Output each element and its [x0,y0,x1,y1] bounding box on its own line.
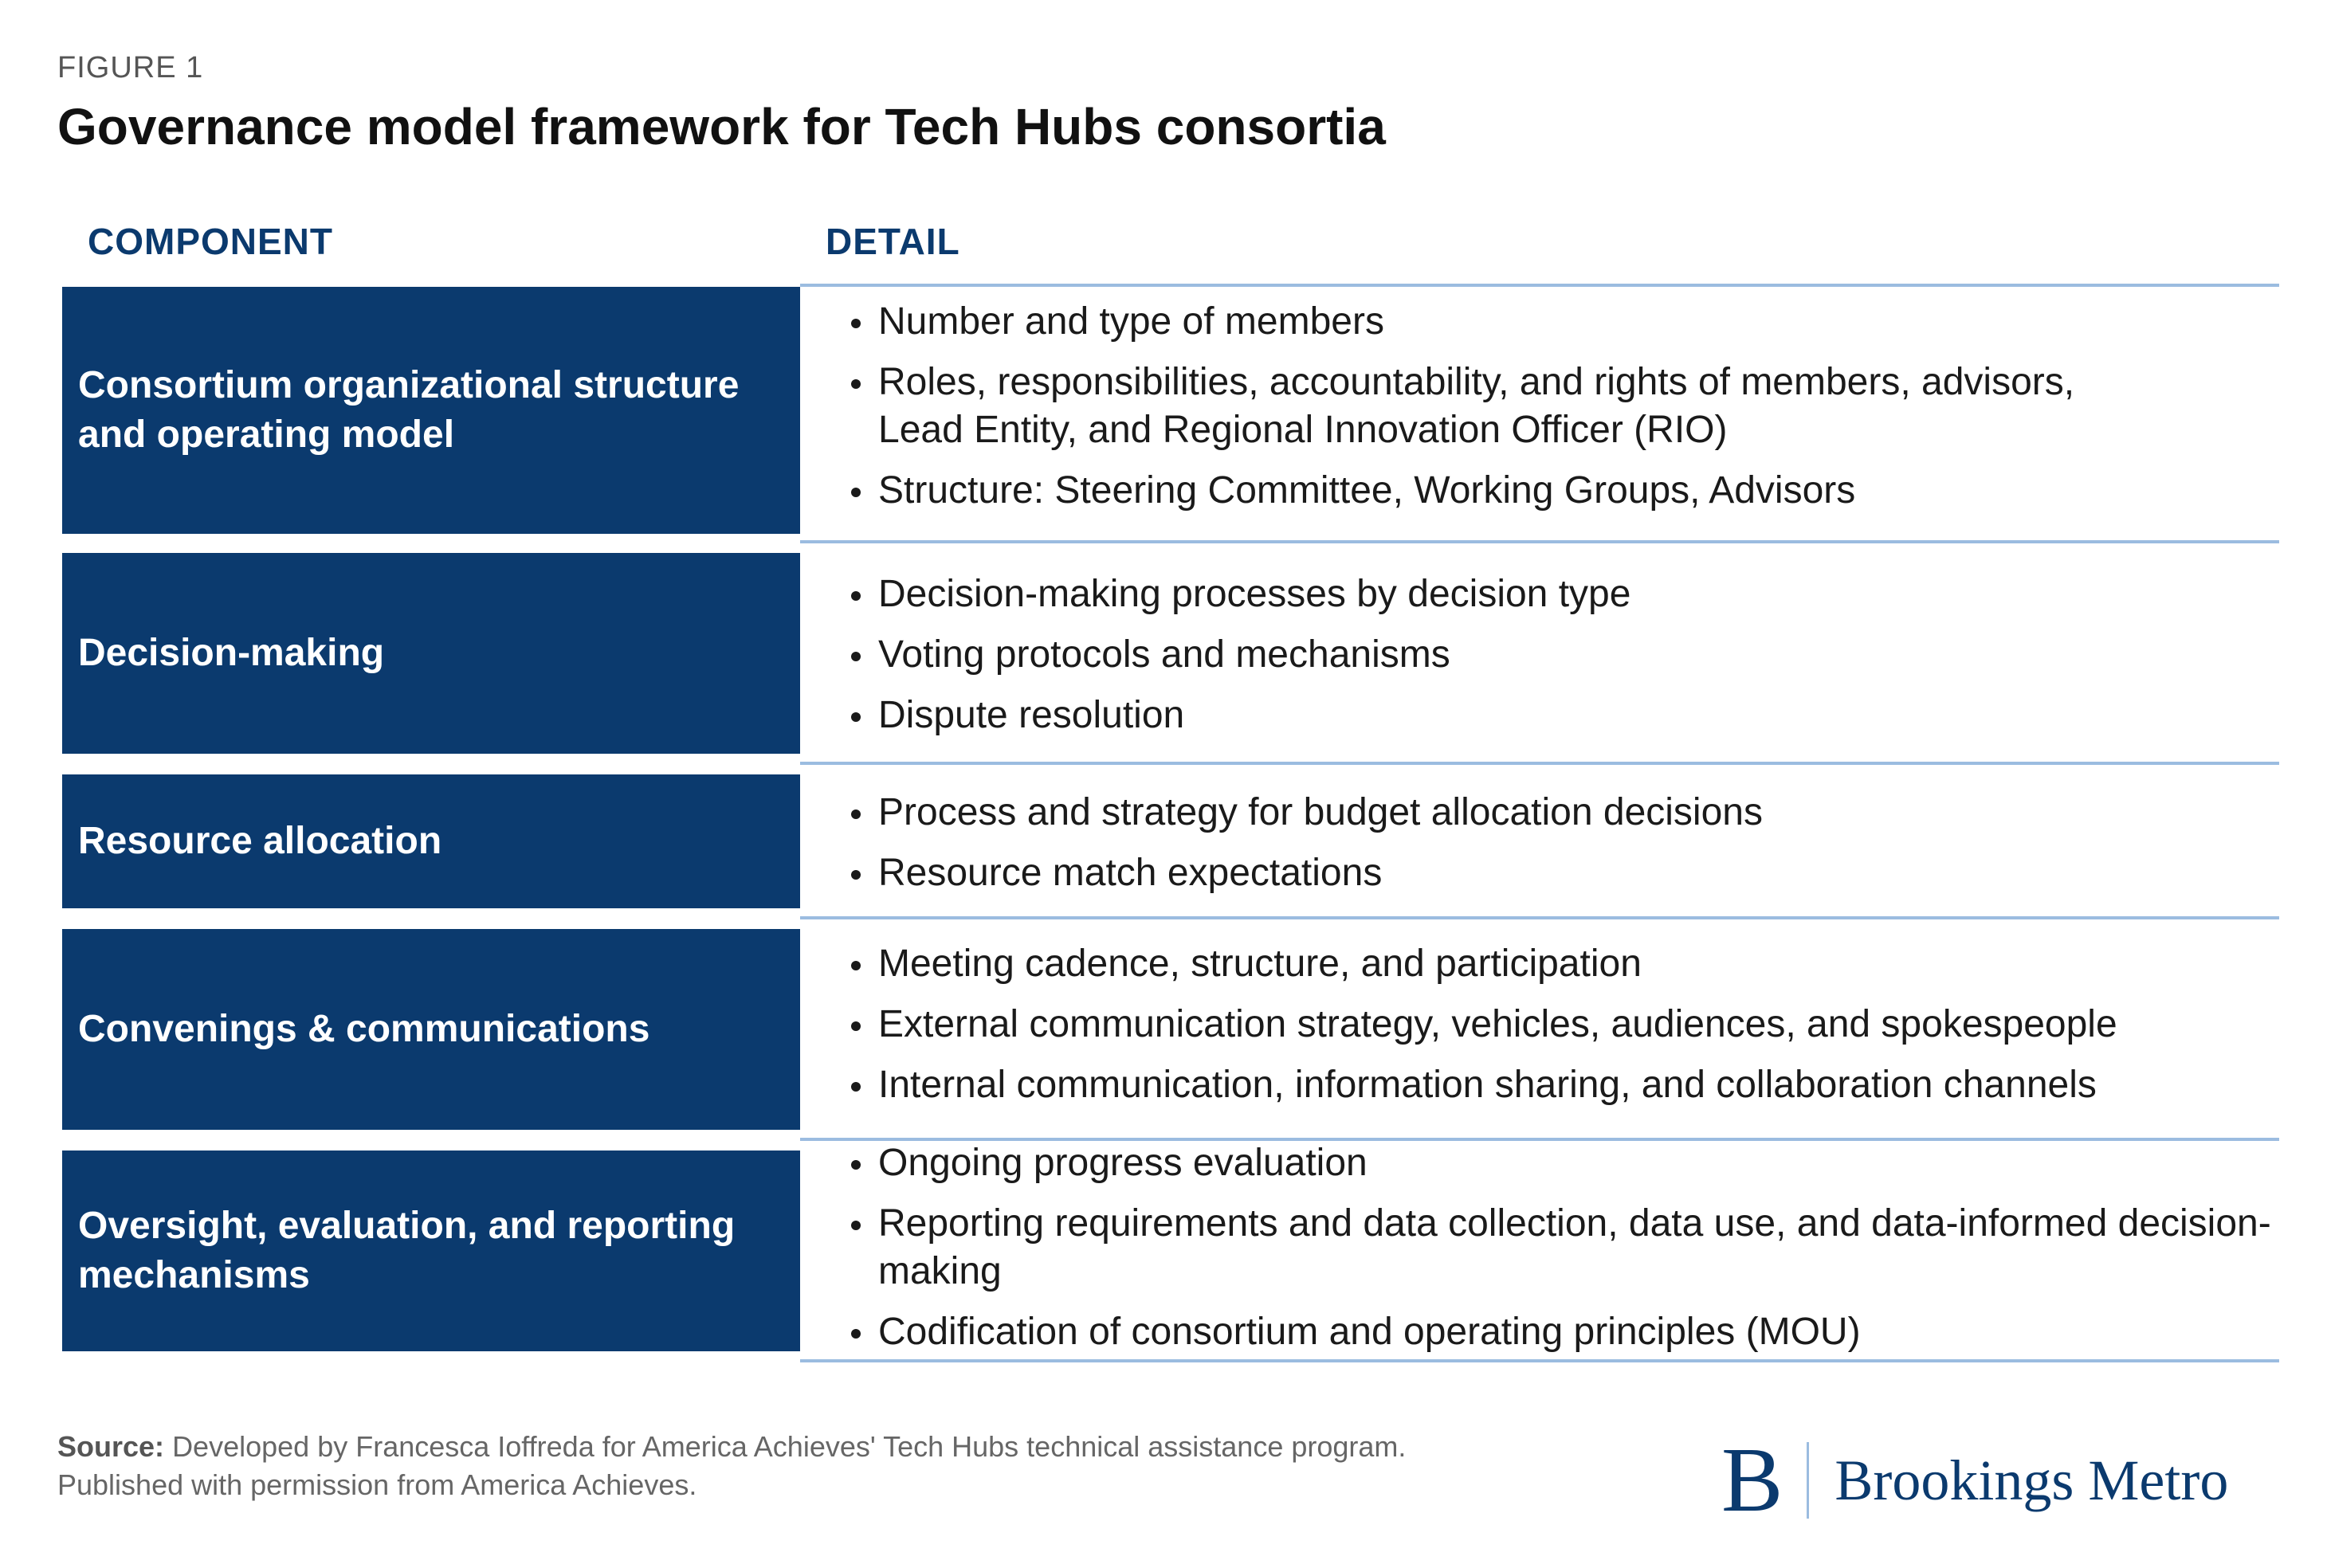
table-rule [800,1359,2279,1362]
detail-item: Resource match expectations [848,849,2274,897]
detail-item: Meeting cadence, structure, and participation [848,940,2274,988]
source-line-2: Published with permission from America Achieves. [57,1468,697,1501]
component-cell [62,1151,800,1351]
component-label: Decision-making [78,632,385,674]
detail-list [848,1139,2274,1356]
detail-item: Codification of consortium and operating principles (MOU) [848,1308,2274,1356]
detail-list [848,789,2274,897]
detail-list [848,940,2274,1109]
column-header-detail: DETAIL [826,221,960,262]
component-cell [62,553,800,754]
component-label: Resource allocation [78,820,442,862]
detail-item: Roles, responsibilities, accountability, and rights of members, advisors, Lead Entity, and Regional Innovation Officer (RIO) [848,359,2274,454]
logo-mark: B [1721,1429,1784,1531]
detail-item: Reporting requirements and data collection, data use, and data-informed decision-making [848,1200,2274,1296]
detail-item: Process and strategy for budget allocation decisions [848,789,2274,837]
component-label: Convenings & communications [78,1008,650,1050]
detail-item: External communication strategy, vehicles, audiences, and spokespeople [848,1001,2274,1049]
source-line-1: Developed by Francesca Ioffreda for America Achieves' Tech Hubs technical assistance program. [172,1430,1407,1463]
detail-item: Dispute resolution [848,692,2274,739]
detail-item: Number and type of members [848,298,2274,346]
source-label: Source: [57,1430,165,1463]
component-label: Oversight, evaluation, and reporting mechanisms [78,1205,736,1296]
detail-list [848,298,2274,515]
table-rule [800,284,2279,287]
brookings-metro-logo [1721,1429,2229,1531]
detail-item: Voting protocols and mechanisms [848,631,2274,679]
logo-text: Brookings Metro [1835,1448,2229,1512]
detail-item: Internal communication, information sharing, and collaboration channels [848,1061,2274,1109]
table-rule [800,540,2279,543]
figure-label: FIGURE 1 [57,51,204,84]
figure-title: Governance model framework for Tech Hubs consortia [57,98,1386,155]
logo-divider [1807,1442,1809,1519]
source-note [57,1428,1572,1504]
detail-item: Decision-making processes by decision type [848,570,2274,618]
component-cell [62,774,800,908]
detail-list [848,570,2274,739]
component-cell [62,929,800,1130]
column-header-component: COMPONENT [88,221,333,262]
component-label: Consortium organizational structure and operating model [78,364,740,456]
detail-item: Ongoing progress evaluation [848,1139,2274,1187]
detail-item: Structure: Steering Committee, Working Groups, Advisors [848,467,2274,515]
table-rule [800,916,2279,919]
table-rule [800,762,2279,765]
component-cell [62,287,800,534]
